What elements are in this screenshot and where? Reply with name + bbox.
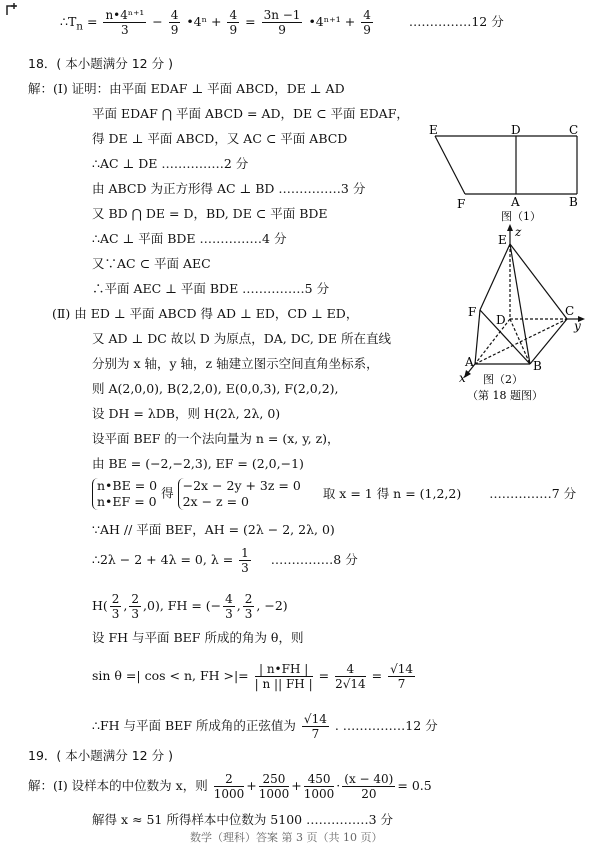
final-line (92, 712, 438, 741)
label-d: D (496, 313, 506, 327)
solution-line: ∴AC ⊥ 平面 BDE ……………4 分 (92, 231, 287, 246)
edge-ac (475, 319, 567, 364)
denominator: 3 (131, 607, 140, 621)
denominator: 9 (229, 23, 238, 37)
label-f: F (468, 305, 477, 319)
equation: n•EF = 0 (97, 494, 157, 509)
eq-text: sin θ =| cos < n, FH >|= (92, 668, 249, 683)
fraction (361, 8, 373, 37)
label-c: C (569, 123, 579, 137)
tn-equation (60, 8, 504, 37)
eq-text: = (245, 14, 256, 29)
median-line: 解：(Ⅰ) 设样本的中位数为 x，则 $\frac{2}{1000}$ + $\frac{250}{1000}$ + $\frac{450}{1000}$ · $\frac{(x - 40)}{20}$ = 0.5 (28, 772, 432, 801)
score-mark: ……………12 分 (408, 14, 504, 29)
eq-text: = (371, 668, 383, 683)
denominator: 1000 (303, 787, 335, 801)
fraction (214, 772, 245, 801)
solution-line: 又 AD ⊥ DC 故以 D 为原点，DA, DC, DE 所在直线 (92, 331, 391, 346)
eq-text: ∴FH 与平面 BEF 所成角的正弦值为 (92, 718, 296, 733)
numerator: 250 (259, 772, 290, 787)
denominator: 9 (278, 23, 286, 37)
figure-caption: 图（2） (483, 373, 523, 386)
numerator: 2 (131, 592, 140, 606)
solution-line: 由 BE = (−2,−2,3), EF = (2,0,−1) (92, 456, 304, 471)
denominator: 3 (244, 607, 253, 621)
fraction (262, 8, 303, 37)
numerator: √14 (303, 712, 327, 726)
label-x: x (459, 371, 466, 385)
numerator: n•4ⁿ⁺¹ (105, 8, 145, 22)
eq-text: = (318, 668, 330, 683)
numerator: 4 (363, 8, 371, 22)
solution-line: 解得 x ≈ 51 所得样本中位数为 5100 ……………3 分 (92, 812, 394, 827)
solution-line: ∵AH // 平面 BEF，AH = (2λ − 2, 2λ, 0) (92, 522, 335, 537)
eq-text: 取 x = 1 得 n = (1,2,2) (322, 485, 462, 501)
denominator: 2√14 (335, 677, 366, 691)
numerator: (x − 40) (344, 772, 394, 786)
fraction (223, 592, 235, 621)
equation: 2x − z = 0 (182, 494, 249, 509)
eq-text: ,0), FH = (− (143, 598, 222, 613)
label-b: B (569, 195, 578, 209)
score-mark: . ……………12 分 (334, 718, 438, 733)
eq-text: − (152, 14, 163, 29)
eq-text: ∴2λ − 2 + 4λ = 0, λ = (92, 552, 234, 567)
denominator: 3 (241, 561, 249, 575)
eq-text: = (86, 14, 98, 29)
denominator: 3 (111, 607, 120, 621)
eq-text: n (76, 20, 83, 33)
denominator: 3 (121, 23, 129, 37)
denominator: 3 (225, 607, 233, 621)
fraction (342, 772, 395, 801)
solution-line: 设 DH = λDB，则 H(2λ, 2λ, 0) (92, 406, 281, 421)
fraction (243, 592, 255, 621)
score-mark: ……………7 分 (489, 485, 577, 501)
lambda-line (92, 546, 358, 575)
solution-line: 设 FH 与平面 BEF 所成的角为 θ，则 (92, 630, 304, 645)
label-y: y (574, 319, 581, 333)
solution-line: 解：(Ⅰ) 证明：由平面 EDAF ⊥ 平面 ABCD，DE ⊥ AD (28, 81, 345, 96)
equation-system (92, 478, 157, 510)
fraction (388, 662, 415, 691)
eq-text: •4ⁿ⁺¹ + (308, 14, 356, 29)
edge-fe (435, 136, 465, 194)
eq-text: , −2) (256, 598, 288, 613)
figure-caption: 图（1） (501, 210, 541, 222)
label-a: A (465, 355, 474, 369)
fraction (227, 8, 239, 37)
equation: −2x − 2y + 3z = 0 (182, 478, 301, 493)
fraction (304, 772, 335, 801)
arrow-up-icon (507, 224, 513, 231)
numerator: 2 (244, 592, 253, 606)
fraction (103, 8, 146, 37)
solution-line: 平面 EDAF ⋂ 平面 ABCD = AD，DE ⊂ 平面 EDAF， (92, 106, 409, 121)
numerator: 3n −1 (263, 8, 301, 22)
score-mark: ……………8 分 (270, 552, 358, 567)
label-b: B (533, 359, 542, 373)
label-e: E (498, 233, 507, 247)
fraction (302, 712, 329, 741)
denominator: 7 (311, 727, 320, 741)
crop-corner-icon (6, 2, 20, 16)
solution-line: 由 ABCD 为正方形得 AC ⊥ BD ……………3 分 (92, 181, 366, 196)
equation: n•BE = 0 (97, 478, 158, 493)
eq-text: 得 (161, 485, 174, 501)
fraction (110, 592, 122, 621)
label-e: E (429, 123, 438, 137)
denominator: 20 (361, 787, 377, 801)
eq-text: 解：(Ⅰ) 设样本的中位数为 x，则 (28, 778, 208, 793)
fraction (239, 546, 251, 575)
denominator: | n || FH | (254, 677, 313, 691)
solution-line: 设平面 BEF 的一个法向量为 n = (x, y, z)， (92, 431, 340, 446)
solution-line: ∴平面 AEC ⊥ 平面 BDE ……………5 分 (92, 281, 330, 296)
numerator: 2 (214, 772, 245, 787)
denominator: 1000 (258, 787, 290, 801)
denominator: 7 (397, 677, 406, 691)
solution-line: 则 A(2,0,0), B(2,2,0), E(0,0,3), F(2,0,2), (92, 381, 339, 396)
edge-ec (510, 244, 567, 319)
figure-caption-2: （第 18 题图） (467, 389, 543, 402)
fraction (259, 772, 290, 801)
numerator: √14 (390, 662, 413, 676)
equation-system (178, 478, 301, 510)
fraction (129, 592, 141, 621)
figure-2 (455, 224, 590, 406)
solution-line: 分别为 x 轴，y 轴，z 轴建立图示空间直角坐标系， (92, 356, 379, 371)
numerator: 1 (241, 546, 249, 560)
fraction (255, 662, 313, 691)
label-z: z (515, 225, 522, 239)
h-point-line: H( $\frac{2}{3}$ , $\frac{2}{3}$ ,0), FH = (− $\frac{4}{3}$ , $\frac{2}{3}$ , −2) (92, 592, 288, 621)
solution-line: 得 DE ⊥ 平面 ABCD，又 AC ⊂ 平面 ABCD (92, 131, 348, 146)
fraction (335, 662, 366, 691)
numerator: 4 (170, 8, 179, 22)
eq-text: = 0.5 (397, 778, 432, 793)
sine-line (92, 662, 417, 691)
numerator: 4 (229, 8, 238, 22)
solution-line: ∴AC ⊥ DE ……………2 分 (92, 156, 249, 171)
numerator: 450 (304, 772, 335, 787)
denominator: 1000 (213, 787, 245, 801)
numerator: | n•FH | (255, 662, 313, 677)
numerator: 4 (335, 662, 366, 677)
edge-bc (530, 319, 567, 364)
eq-text: ∴T (60, 14, 77, 29)
solution-line: 又∵AC ⊂ 平面 AEC (92, 256, 211, 271)
label-f: F (457, 197, 466, 211)
edge-ef (480, 244, 510, 310)
label-d: D (511, 123, 521, 137)
figure-1 (425, 122, 585, 222)
denominator: 9 (363, 23, 371, 37)
fraction (169, 8, 181, 37)
page-footer: 数学（理科）答案 第 3 页（共 10 页） (190, 831, 383, 844)
solution-line: (Ⅱ) 由 ED ⊥ 平面 ABCD 得 AD ⊥ ED，CD ⊥ ED， (52, 306, 359, 321)
label-c: C (565, 304, 575, 318)
denominator: 9 (170, 23, 179, 37)
numerator: 4 (225, 592, 233, 606)
eq-text: H( (92, 598, 108, 613)
eq-text: •4ⁿ + (186, 14, 222, 29)
solution-line: 又 BD ⋂ DE = D，BD, DE ⊂ 平面 BDE (92, 206, 328, 221)
equation-system-line (92, 478, 576, 510)
label-a: A (511, 195, 520, 209)
numerator: 2 (111, 592, 120, 606)
question-heading: 18．( 本小题满分 12 分 ) (28, 56, 173, 71)
question-heading: 19．( 本小题满分 12 分 ) (28, 748, 173, 763)
